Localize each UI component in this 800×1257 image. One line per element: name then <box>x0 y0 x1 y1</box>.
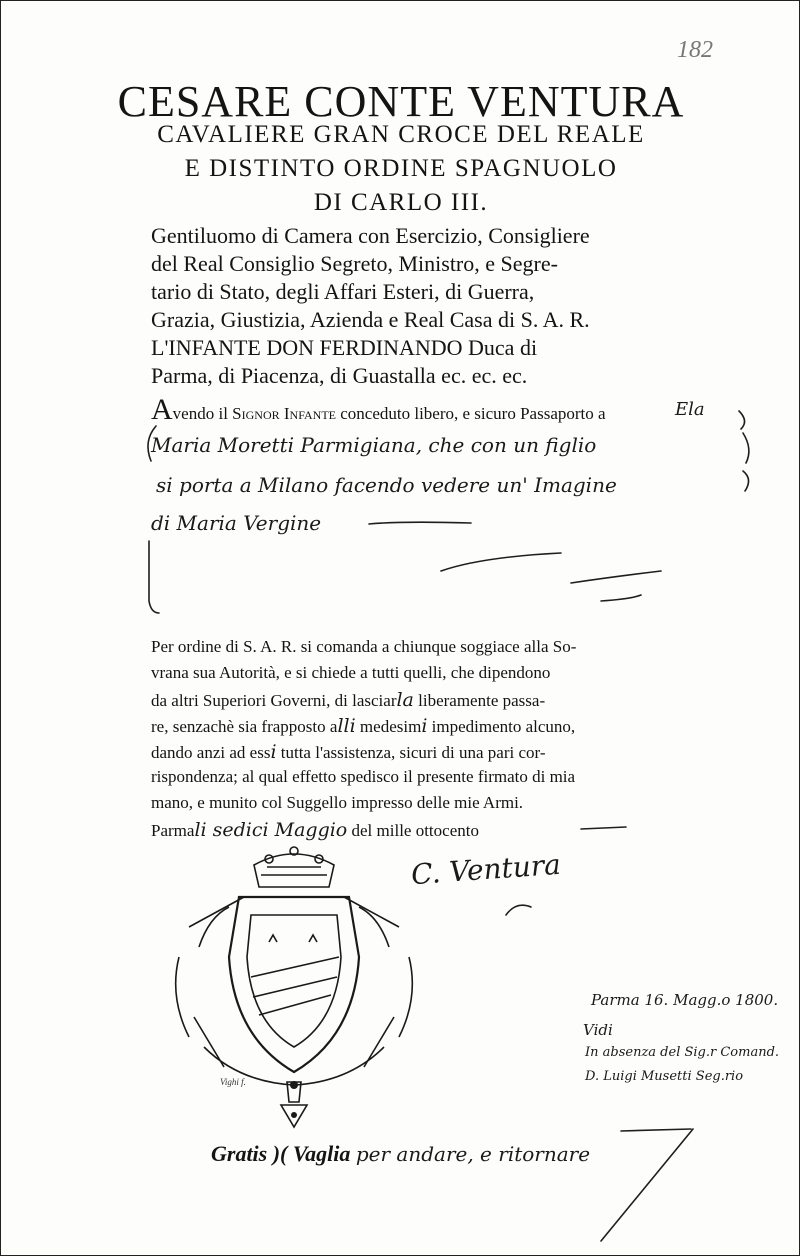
order-line <box>151 715 575 737</box>
order-line: Per ordine di S. A. R. si comanda a chiunque soggiace alla So- <box>151 637 577 656</box>
gratis-line <box>211 1141 590 1167</box>
visa-line: In absenza del Sig.r Comand. <box>585 1045 780 1060</box>
date-printed-year: del mille ottocento <box>347 821 479 840</box>
coat-of-arms-seal <box>169 837 419 1137</box>
passport-text-c: conceduto libero, e sicuro Passaporto a <box>335 404 606 423</box>
handwritten-grantee-1: Maria Moretti Parmigiana, che con un figlio <box>151 433 597 457</box>
order-text: medesim <box>355 717 422 736</box>
title-line-3: DI CARLO III. <box>313 189 489 216</box>
gratis-printed: Gratis )( Vaglia <box>211 1141 351 1166</box>
titles-line: Grazia, Giustizia, Azienda e Real Casa di S. A. R. <box>151 307 590 332</box>
titles-line: tario di Stato, degli Affari Esteri, di Guerra, <box>151 279 535 304</box>
passport-text-b: Signor Infante <box>232 404 336 423</box>
title-line-1: CAVALIERE GRAN CROCE DEL REALE <box>157 121 645 148</box>
visa-line: D. Luigi Musetti Seg.rio <box>585 1069 744 1084</box>
engraver-credit: Vighi f. <box>220 1077 246 1087</box>
order-text: dando anzi ad ess <box>151 743 271 762</box>
order-text: tutta l'assistenza, sicuri di una pari cor- <box>276 743 546 762</box>
title-line-2: E DISTINTO ORDINE SPAGNUOLO <box>184 155 618 182</box>
order-line: mano, e munito col Suggello impresso delle mie Armi. <box>151 793 524 812</box>
handwritten-grantee-2: si porta a Milano facendo vedere un' Imagine <box>156 473 617 497</box>
visa-line: Vidi <box>583 1021 613 1039</box>
archive-number: 182 <box>677 37 713 63</box>
order-text: liberamente passa- <box>413 691 546 710</box>
handwritten-fill: i <box>270 741 277 763</box>
order-line: rispondenza; al qual effetto spedisco il presente firmato di mia <box>151 767 576 786</box>
handwritten-fill: i <box>421 715 428 737</box>
handwritten-grantee-3: di Maria Vergine <box>151 511 322 535</box>
order-line: vrana sua Autorità, e si chiede a tutti quelli, che dipendono <box>151 663 551 682</box>
order-text: impedimento alcuno, <box>427 717 576 736</box>
titles-line: Gentiluomo di Camera con Esercizio, Consigliere <box>151 223 590 248</box>
document-title: CESARE CONTE VENTURA <box>117 77 685 126</box>
drop-cap: A <box>151 393 173 426</box>
order-line <box>151 689 545 711</box>
order-text: re, senzachè sia frapposto a <box>151 717 338 736</box>
handwritten-fill: lli <box>337 715 356 737</box>
titles-line: Parma, di Piacenza, di Guastalla ec. ec. ec. <box>151 363 528 388</box>
order-text: da altri Superiori Governi, di lasciar <box>151 691 397 710</box>
minister-signature: C. Ventura <box>410 847 562 892</box>
handwritten-fill: la <box>396 689 414 711</box>
date-printed-place: Parma <box>151 821 195 840</box>
order-line <box>151 741 546 763</box>
titles-line: L'INFANTE DON FERDINANDO Duca di <box>151 335 538 360</box>
handwritten-date: li sedici Maggio <box>194 819 348 841</box>
passport-intro <box>151 393 606 427</box>
handwritten-to: Ela <box>675 399 705 420</box>
titles-line: del Real Consiglio Segreto, Ministro, e Segre- <box>151 251 558 276</box>
passport-text-a: vendo il <box>172 404 233 423</box>
visa-line: Parma 16. Magg.o 1800. <box>591 991 779 1009</box>
gratis-handwritten: per andare, e ritornare <box>355 1142 591 1166</box>
